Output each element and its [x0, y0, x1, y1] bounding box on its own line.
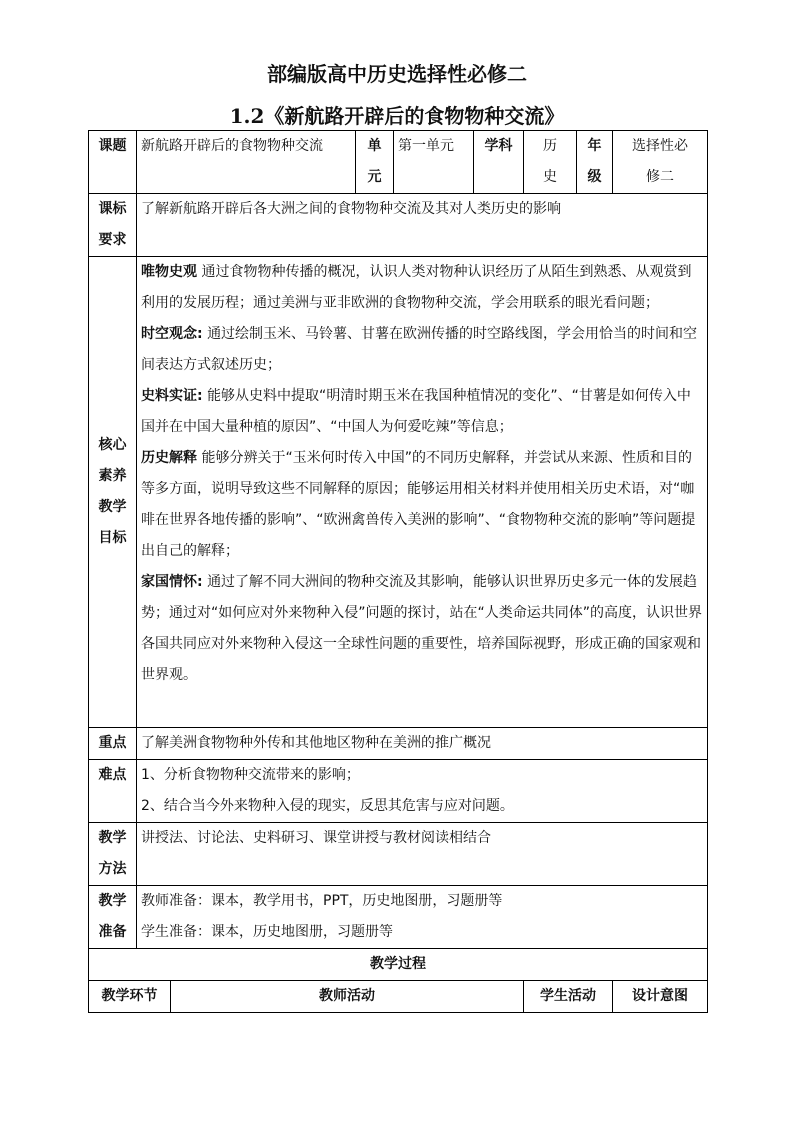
difficulty-text: 1、分析食物物种交流带来的影响； 2、结合当今外来物种入侵的现实，反思其危害与应对问题。: [137, 760, 708, 823]
core-row: [89, 257, 708, 728]
lesson-title: 1.2《新航路开辟后的食物物种交流》: [229, 104, 565, 128]
subject-label: 学科: [474, 131, 524, 194]
key-point-text: 了解美洲食物物种外传和其他地区物种在美洲的推广概况: [137, 728, 708, 760]
key-point-label: 重点: [89, 728, 137, 760]
core-item: 历史解释 能够分辨关于“玉米何时传入中国”的不同历史解释，并尝试从来源、性质和目的等多方面，说明导致这些不同解释的原因；能够运用相关材料并使用相关历史术语，对“咖啡在世界各地传播的影响”、“欧洲禽兽传入美洲的影响”、“食物物种交流的影响”等问题提出自己的解释；: [141, 450, 696, 559]
core-label: 核心 素养 教学 目标: [89, 257, 137, 728]
prep-text: 教师准备：课本，教学用书，PPT，历史地图册，习题册等 学生准备：课本，历史地图册，习题册等: [137, 886, 708, 949]
unit-label: 单 元: [356, 131, 394, 194]
process-title-row: [89, 949, 708, 981]
method-label: 教学 方法: [89, 823, 137, 886]
process-title: 教学过程: [89, 949, 708, 981]
standard-text: 了解新航路开辟后各大洲之间的食物物种交流及其对人类历史的影响: [137, 194, 708, 257]
grade-value: 选择性必 修二: [613, 131, 708, 194]
topic-value: 新航路开辟后的食物物种交流: [137, 131, 356, 194]
standard-label: 课标 要求: [89, 194, 137, 257]
core-item: 史料实证: 能够从史料中提取“明清时期玉米在我国种植情况的变化”、“甘薯是如何传入中国并在中国大量种植的原因”、“中国人为何爱吃辣”等信息；: [141, 388, 691, 435]
difficulty-label: 难点: [89, 760, 137, 823]
core-item: 家国情怀: 通过了解不同大洲间的物种交流及其影响，能够认识世界历史多元一体的发展趋势；通过对“如何应对外来物种入侵”问题的探讨，站在“人类命运共同体”的高度，认识世界各国共同应对外来物种入侵这一全球性问题的重要性，培养国际视野，形成正确的国家观和世界观。: [141, 574, 703, 683]
standard-row: [89, 194, 708, 257]
subject-value: 历 史: [524, 131, 577, 194]
lesson-plan-table: [88, 130, 708, 1013]
difficulty-row: [89, 760, 708, 823]
process-header-row: [89, 981, 708, 1013]
column-header: 教师活动: [171, 981, 524, 1013]
grade-label: 年 级: [577, 131, 613, 194]
column-header: 学生活动: [524, 981, 613, 1013]
core-item: 时空观念: 通过绘制玉米、马铃薯、甘薯在欧洲传播的时空路线图，学会用恰当的时间和空间表达方式叙述历史；: [141, 326, 698, 373]
method-row: [89, 823, 708, 886]
prep-label: 教学 准备: [89, 886, 137, 949]
topic-label: 课题: [89, 131, 137, 194]
core-item: 唯物史观 通过食物物种传播的概况，认识人类对物种认识经历了从陌生到熟悉、从观赏到利用的发展历程；通过美洲与亚非欧洲的食物物种交流，学会用联系的眼光看问题；: [141, 264, 692, 311]
core-objectives: [137, 257, 708, 728]
column-header: 教学环节: [89, 981, 171, 1013]
method-text: 讲授法、讨论法、史料研习、课堂讲授与教材阅读相结合: [137, 823, 708, 886]
document-title: 部编版高中历史选择性必修二: [267, 62, 527, 86]
unit-value: 第一单元: [394, 131, 474, 194]
header-row: [89, 131, 708, 194]
prep-row: [89, 886, 708, 949]
key-point-row: [89, 728, 708, 760]
column-header: 设计意图: [613, 981, 708, 1013]
